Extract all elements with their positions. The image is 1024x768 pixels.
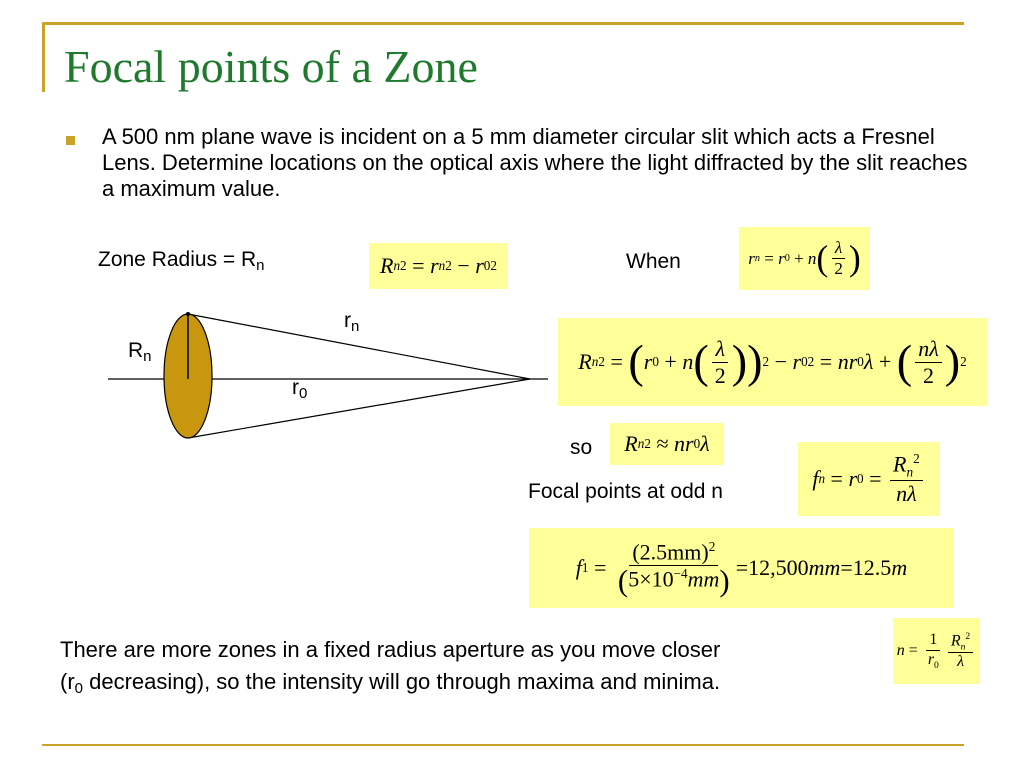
equation-zone-radius: R n 2 = r n 2 − r 0 2 xyxy=(369,243,508,289)
equation-focal: f n = r 0 = $\frac{R_n^2}{n\lambda}$ xyxy=(798,442,940,516)
equation-n: n = $\frac{1}{r_0}$ $\frac{R_n^2}{\lambda}$ xyxy=(893,618,980,684)
so-label: so xyxy=(570,436,593,459)
problem-statement: A 500 nm plane wave is incident on a 5 mm diameter circular slit which acts a Fresnel Lens. Determine locations on the optical axis where the light diffracted by the slit reaches a maximum value. xyxy=(102,124,968,201)
conclusion-line-1: There are more zones in a fixed radius aperture as you move closer xyxy=(60,637,721,662)
conclusion-text xyxy=(60,634,720,705)
when-label: When xyxy=(626,250,681,273)
equation-expansion: R n 2 = ( r 0 + n ( $\frac{\lambda}{2}$ ) ) 2 − r 0 2 = nr 0 λ + ( $\frac{n\lambda}{2}$ ) 2 xyxy=(558,318,987,406)
equation-approx: R n 2 ≈ nr 0 λ xyxy=(610,423,724,465)
zone-edge-point xyxy=(186,312,190,316)
focal-points-label: Focal points at odd n xyxy=(528,480,723,503)
diagram-label-r0: $r_0$ xyxy=(292,376,308,402)
equation-f1: f 1 = $\frac{(2.5mm)^2}{(5\times 10^{-4}mm)}$ =12,500 mm =12.5 m xyxy=(529,528,954,608)
zone-radius-label: Zone Radius = $R_n$ xyxy=(98,248,265,274)
diagram-label-rn: $r_n$ xyxy=(344,309,360,335)
diagram-label-Rn: $R_n$ xyxy=(128,339,152,365)
ray-bottom xyxy=(188,379,530,438)
slide-title: Focal points of a Zone xyxy=(64,41,478,92)
conclusion-line-2: ($r_0$ decreasing), so the intensity will go through maxima and minima. xyxy=(60,669,721,697)
equation-rn: r n = r 0 + n ( $\frac{\lambda}{2}$ ) xyxy=(739,227,870,290)
